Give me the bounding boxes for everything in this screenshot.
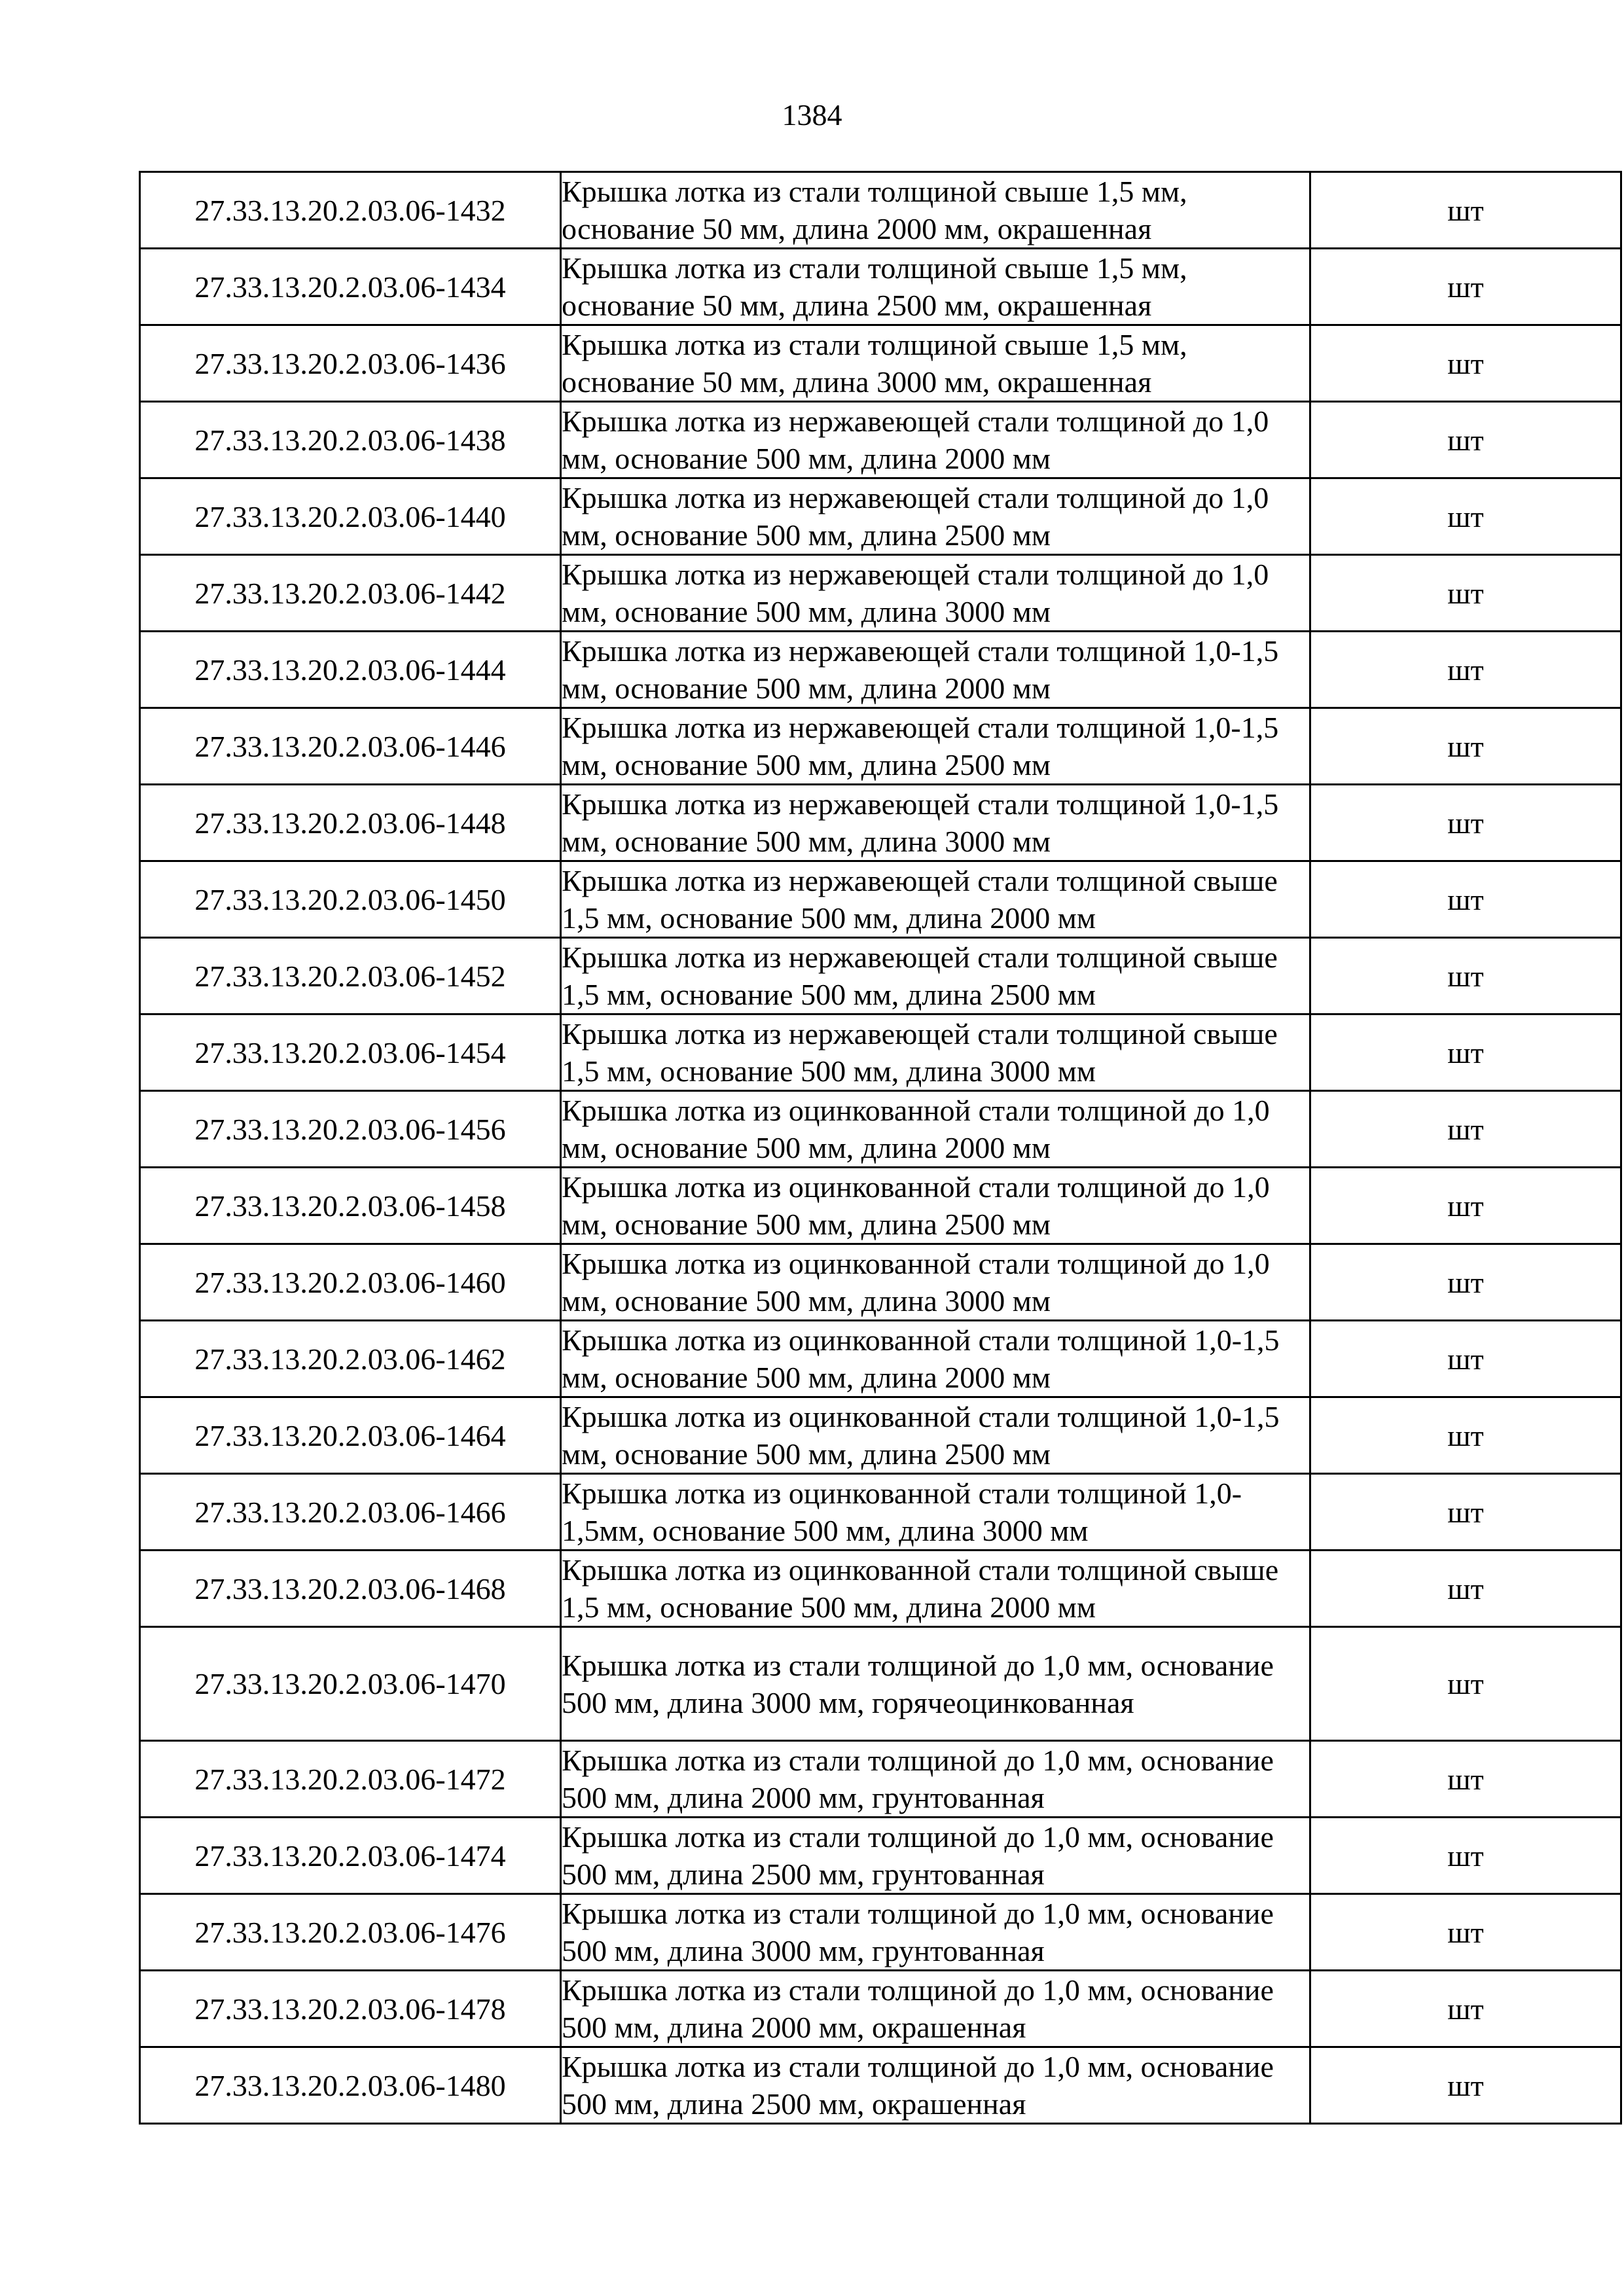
item-unit-cell: шт [1310, 1971, 1621, 2047]
table-row [140, 555, 1621, 632]
item-description-cell: Крышка лотка из нержавеющей стали толщиной 1,0-1,5 мм, основание 500 мм, длина 2500 мм [561, 708, 1310, 785]
item-code-cell: 27.33.13.20.2.03.06-1454 [140, 1014, 561, 1091]
item-code-cell: 27.33.13.20.2.03.06-1452 [140, 938, 561, 1014]
item-code-cell: 27.33.13.20.2.03.06-1462 [140, 1321, 561, 1397]
table-row [140, 1014, 1621, 1091]
item-unit-cell: шт [1310, 1244, 1621, 1321]
item-description-cell: Крышка лотка из оцинкованной стали толщиной 1,0-1,5 мм, основание 500 мм, длина 2500 мм [561, 1397, 1310, 1474]
item-description-cell: Крышка лотка из стали толщиной до 1,0 мм, основание 500 мм, длина 2500 мм, грунтованная [561, 1818, 1310, 1894]
item-unit-cell: шт [1310, 172, 1621, 249]
item-code-cell: 27.33.13.20.2.03.06-1476 [140, 1894, 561, 1971]
item-unit-cell: шт [1310, 861, 1621, 938]
table-row [140, 1551, 1621, 1627]
catalog-table [139, 171, 1622, 2125]
page-number: 1384 [782, 98, 842, 132]
item-unit-cell: шт [1310, 1091, 1621, 1168]
item-unit-cell: шт [1310, 785, 1621, 861]
item-description-cell: Крышка лотка из оцинкованной стали толщиной свыше 1,5 мм, основание 500 мм, длина 2000 мм [561, 1551, 1310, 1627]
item-unit-cell: шт [1310, 325, 1621, 402]
table-row [140, 1894, 1621, 1971]
item-code-cell: 27.33.13.20.2.03.06-1458 [140, 1168, 561, 1244]
item-description-cell: Крышка лотка из оцинкованной стали толщиной до 1,0 мм, основание 500 мм, длина 2000 мм [561, 1091, 1310, 1168]
table-row [140, 708, 1621, 785]
table-row [140, 325, 1621, 402]
table-row [140, 1168, 1621, 1244]
item-description-cell: Крышка лотка из стали толщиной до 1,0 мм, основание 500 мм, длина 2500 мм, окрашенная [561, 2047, 1310, 2124]
item-description-cell: Крышка лотка из стали толщиной до 1,0 мм, основание 500 мм, длина 3000 мм, горячеоцинкованная [561, 1627, 1310, 1741]
table-row [140, 938, 1621, 1014]
item-code-cell: 27.33.13.20.2.03.06-1472 [140, 1741, 561, 1818]
table-row [140, 172, 1621, 249]
table-row [140, 1741, 1621, 1818]
item-unit-cell: шт [1310, 1818, 1621, 1894]
table-row [140, 1474, 1621, 1551]
catalog-table-body [140, 172, 1621, 2124]
item-unit-cell: шт [1310, 708, 1621, 785]
table-row [140, 2047, 1621, 2124]
item-unit-cell: шт [1310, 249, 1621, 325]
item-code-cell: 27.33.13.20.2.03.06-1468 [140, 1551, 561, 1627]
item-code-cell: 27.33.13.20.2.03.06-1432 [140, 172, 561, 249]
item-unit-cell: шт [1310, 1894, 1621, 1971]
item-unit-cell: шт [1310, 478, 1621, 555]
item-code-cell: 27.33.13.20.2.03.06-1478 [140, 1971, 561, 2047]
item-code-cell: 27.33.13.20.2.03.06-1464 [140, 1397, 561, 1474]
item-description-cell: Крышка лотка из нержавеющей стали толщиной до 1,0 мм, основание 500 мм, длина 2500 мм [561, 478, 1310, 555]
item-unit-cell: шт [1310, 632, 1621, 708]
item-description-cell: Крышка лотка из стали толщиной до 1,0 мм, основание 500 мм, длина 3000 мм, грунтованная [561, 1894, 1310, 1971]
item-code-cell: 27.33.13.20.2.03.06-1460 [140, 1244, 561, 1321]
item-description-cell: Крышка лотка из нержавеющей стали толщиной до 1,0 мм, основание 500 мм, длина 2000 мм [561, 402, 1310, 478]
table-row [140, 632, 1621, 708]
item-description-cell: Крышка лотка из стали толщиной свыше 1,5 мм, основание 50 мм, длина 2500 мм, окрашенная [561, 249, 1310, 325]
item-description-cell: Крышка лотка из нержавеющей стали толщиной свыше 1,5 мм, основание 500 мм, длина 2500 мм [561, 938, 1310, 1014]
table-row [140, 861, 1621, 938]
item-unit-cell: шт [1310, 1474, 1621, 1551]
table-row [140, 785, 1621, 861]
item-description-cell: Крышка лотка из стали толщиной свыше 1,5 мм, основание 50 мм, длина 3000 мм, окрашенная [561, 325, 1310, 402]
table-row [140, 1971, 1621, 2047]
item-unit-cell: шт [1310, 1397, 1621, 1474]
item-code-cell: 27.33.13.20.2.03.06-1436 [140, 325, 561, 402]
item-description-cell: Крышка лотка из стали толщиной свыше 1,5 мм, основание 50 мм, длина 2000 мм, окрашенная [561, 172, 1310, 249]
item-unit-cell: шт [1310, 1014, 1621, 1091]
table-row [140, 478, 1621, 555]
item-unit-cell: шт [1310, 2047, 1621, 2124]
item-unit-cell: шт [1310, 1627, 1621, 1741]
table-row [140, 1818, 1621, 1894]
item-unit-cell: шт [1310, 938, 1621, 1014]
table-row [140, 1244, 1621, 1321]
item-description-cell: Крышка лотка из стали толщиной до 1,0 мм, основание 500 мм, длина 2000 мм, грунтованная [561, 1741, 1310, 1818]
item-description-cell: Крышка лотка из оцинкованной стали толщиной 1,0-1,5мм, основание 500 мм, длина 3000 мм [561, 1474, 1310, 1551]
item-unit-cell: шт [1310, 1741, 1621, 1818]
item-code-cell: 27.33.13.20.2.03.06-1442 [140, 555, 561, 632]
item-description-cell: Крышка лотка из нержавеющей стали толщиной свыше 1,5 мм, основание 500 мм, длина 2000 мм [561, 861, 1310, 938]
item-unit-cell: шт [1310, 402, 1621, 478]
item-code-cell: 27.33.13.20.2.03.06-1434 [140, 249, 561, 325]
item-code-cell: 27.33.13.20.2.03.06-1480 [140, 2047, 561, 2124]
table-row [140, 1397, 1621, 1474]
item-code-cell: 27.33.13.20.2.03.06-1444 [140, 632, 561, 708]
item-unit-cell: шт [1310, 555, 1621, 632]
item-description-cell: Крышка лотка из нержавеющей стали толщиной 1,0-1,5 мм, основание 500 мм, длина 2000 мм [561, 632, 1310, 708]
item-code-cell: 27.33.13.20.2.03.06-1470 [140, 1627, 561, 1741]
item-description-cell: Крышка лотка из нержавеющей стали толщиной до 1,0 мм, основание 500 мм, длина 3000 мм [561, 555, 1310, 632]
item-code-cell: 27.33.13.20.2.03.06-1466 [140, 1474, 561, 1551]
item-description-cell: Крышка лотка из нержавеющей стали толщиной свыше 1,5 мм, основание 500 мм, длина 3000 мм [561, 1014, 1310, 1091]
item-code-cell: 27.33.13.20.2.03.06-1448 [140, 785, 561, 861]
table-row [140, 1091, 1621, 1168]
item-code-cell: 27.33.13.20.2.03.06-1456 [140, 1091, 561, 1168]
table-row [140, 249, 1621, 325]
item-unit-cell: шт [1310, 1551, 1621, 1627]
item-code-cell: 27.33.13.20.2.03.06-1474 [140, 1818, 561, 1894]
item-description-cell: Крышка лотка из оцинкованной стали толщиной до 1,0 мм, основание 500 мм, длина 3000 мм [561, 1244, 1310, 1321]
item-code-cell: 27.33.13.20.2.03.06-1450 [140, 861, 561, 938]
item-code-cell: 27.33.13.20.2.03.06-1438 [140, 402, 561, 478]
item-description-cell: Крышка лотка из стали толщиной до 1,0 мм, основание 500 мм, длина 2000 мм, окрашенная [561, 1971, 1310, 2047]
item-unit-cell: шт [1310, 1321, 1621, 1397]
item-description-cell: Крышка лотка из оцинкованной стали толщиной до 1,0 мм, основание 500 мм, длина 2500 мм [561, 1168, 1310, 1244]
table-row [140, 402, 1621, 478]
item-unit-cell: шт [1310, 1168, 1621, 1244]
item-description-cell: Крышка лотка из нержавеющей стали толщиной 1,0-1,5 мм, основание 500 мм, длина 3000 мм [561, 785, 1310, 861]
item-description-cell: Крышка лотка из оцинкованной стали толщиной 1,0-1,5 мм, основание 500 мм, длина 2000 мм [561, 1321, 1310, 1397]
item-code-cell: 27.33.13.20.2.03.06-1446 [140, 708, 561, 785]
table-row [140, 1627, 1621, 1741]
table-row [140, 1321, 1621, 1397]
item-code-cell: 27.33.13.20.2.03.06-1440 [140, 478, 561, 555]
